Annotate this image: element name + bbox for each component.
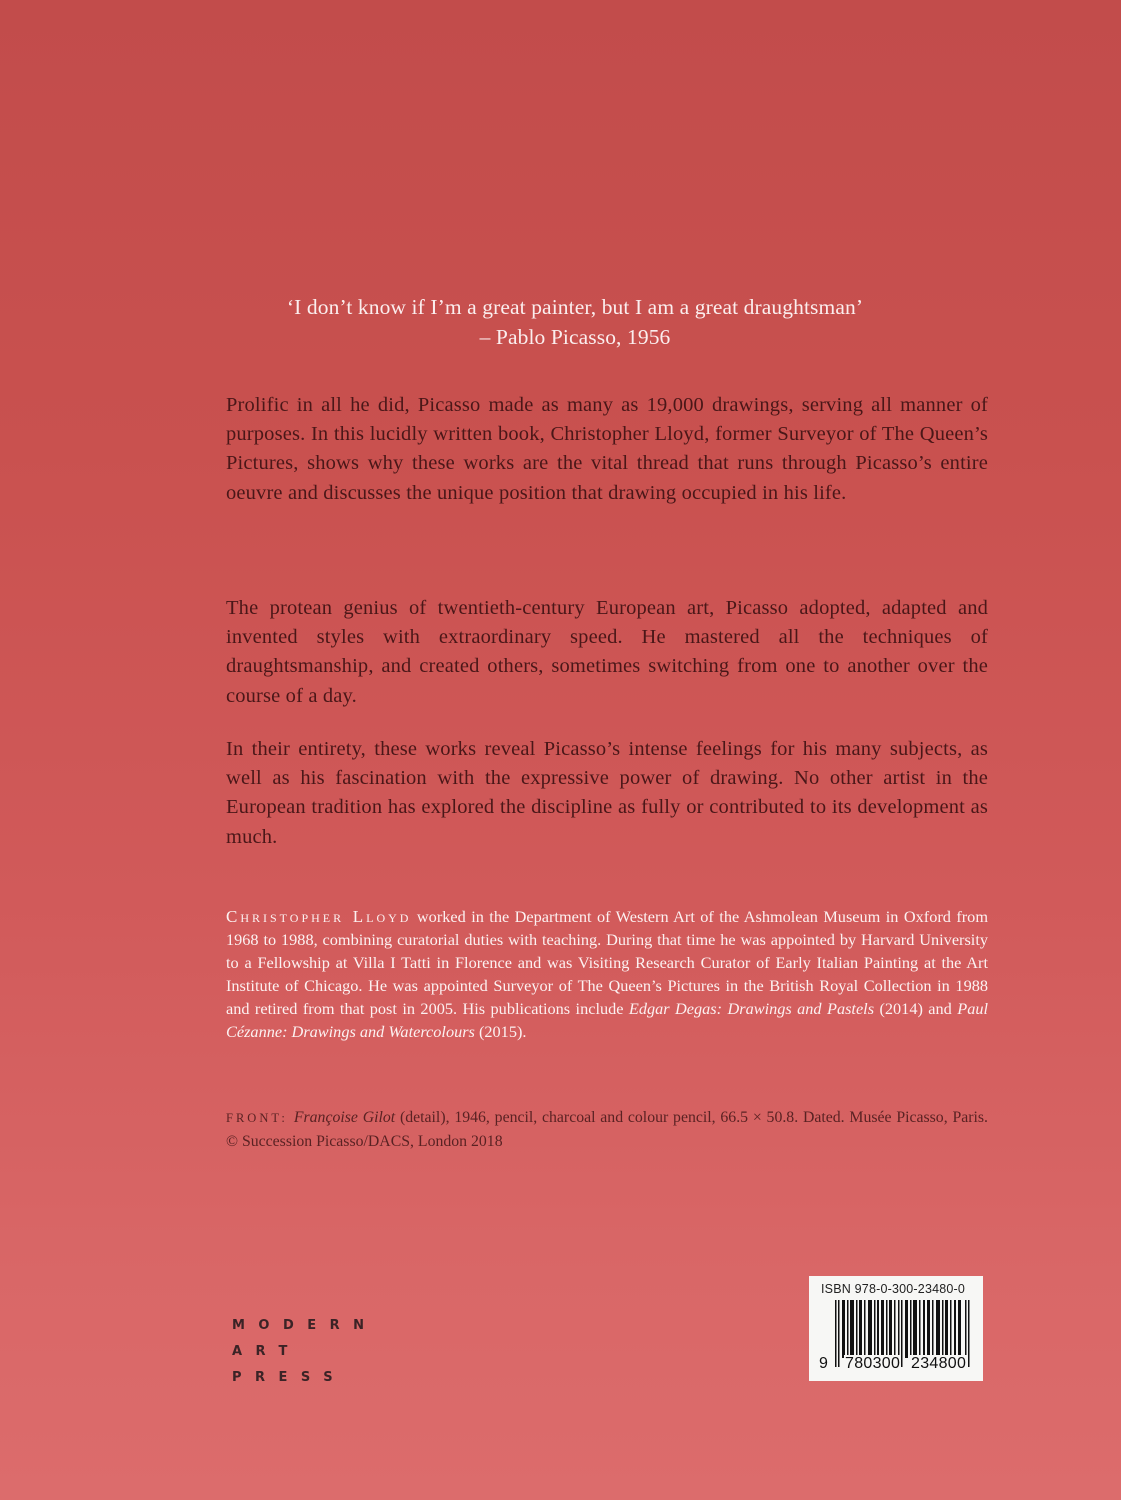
publisher-line: PRESS <box>232 1370 347 1385</box>
cover-credit <box>226 1106 988 1153</box>
credit-text: (detail), 1946, pencil, charcoal and colour pencil, 66.5 × 50.8. Dated. Musée Picasso, Paris. © Succession Picasso/DACS, London 2018 <box>226 1109 988 1150</box>
quote-attribution: – Pablo Picasso, 1956 <box>479 325 671 349</box>
isbn-label: ISBN 978-0-300-23480-0 <box>821 1282 966 1296</box>
book-title-cezanne: Paul Cézanne: Drawings and Watercolours <box>226 999 988 1041</box>
pull-quote <box>200 292 950 352</box>
description-paragraph-3 <box>226 735 988 852</box>
isbn-digit-first: 9 <box>819 1355 828 1372</box>
publisher-line: ART <box>232 1344 301 1359</box>
author-name: Christopher Lloyd <box>226 907 412 926</box>
description-paragraph-1 <box>226 391 988 508</box>
book-title-degas: Edgar Degas: Drawings and Pastels <box>628 999 875 1018</box>
bio-text: (2015). <box>474 1022 527 1041</box>
isbn-digit-group: 234800 <box>911 1355 967 1372</box>
bio-text: (2014) and <box>874 999 958 1018</box>
credit-label: FRONT: <box>226 1111 288 1125</box>
paragraph-text: Prolific in all he did, Picasso made as many as 19,000 drawings, serving all manner of purposes. In this lucidly written book, Christopher Lloyd, former Surveyor of The Queen’s Pictures, shows why these works are the vital thread that runs through Picasso’s entire oeuvre and discusses the unique position that drawing occupied in his life. <box>226 394 988 504</box>
publisher-line: MODERN <box>232 1318 378 1333</box>
author-bio <box>226 905 988 1043</box>
description-paragraph-2 <box>226 594 988 711</box>
paragraph-text: In their entirety, these works reveal Picasso’s intense feelings for his many subjects, as well as his fascination with the expressive power of drawing. No other artist in the European tradition has explored the discipline as fully or contributed to its development as much. <box>226 738 988 848</box>
paragraph-text: The protean genius of twentieth-century European art, Picasso adopted, adapted and invented styles with extraordinary speed. He mastered all the techniques of draughtsmanship, and created others, sometimes switching from one to another over the course of a day. <box>226 597 988 707</box>
isbn-digits <box>819 1355 979 1375</box>
isbn-digit-group: 780300 <box>845 1355 901 1372</box>
publisher-logo <box>232 1313 378 1391</box>
bio-text: worked in the Department of Western Art of the Ashmolean Museum in Oxford from 1968 to 1988, combining curatorial duties with teaching. During that time he was appointed by Harvard University to a Fellowship at Villa I Tatti in Florence and was Visiting Research Curator of Early Italian Painting at the Art Institute of Chicago. He was appointed Surveyor of The Queen’s Pictures in the British Royal Collection in 1988 and retired from that post in 2005. His publications include <box>226 907 988 1018</box>
artwork-title: Françoise Gilot <box>293 1109 396 1126</box>
isbn-barcode <box>809 1276 983 1381</box>
quote-text: ‘I don’t know if I’m a great painter, but I am a great draughtsman’ <box>286 295 864 319</box>
